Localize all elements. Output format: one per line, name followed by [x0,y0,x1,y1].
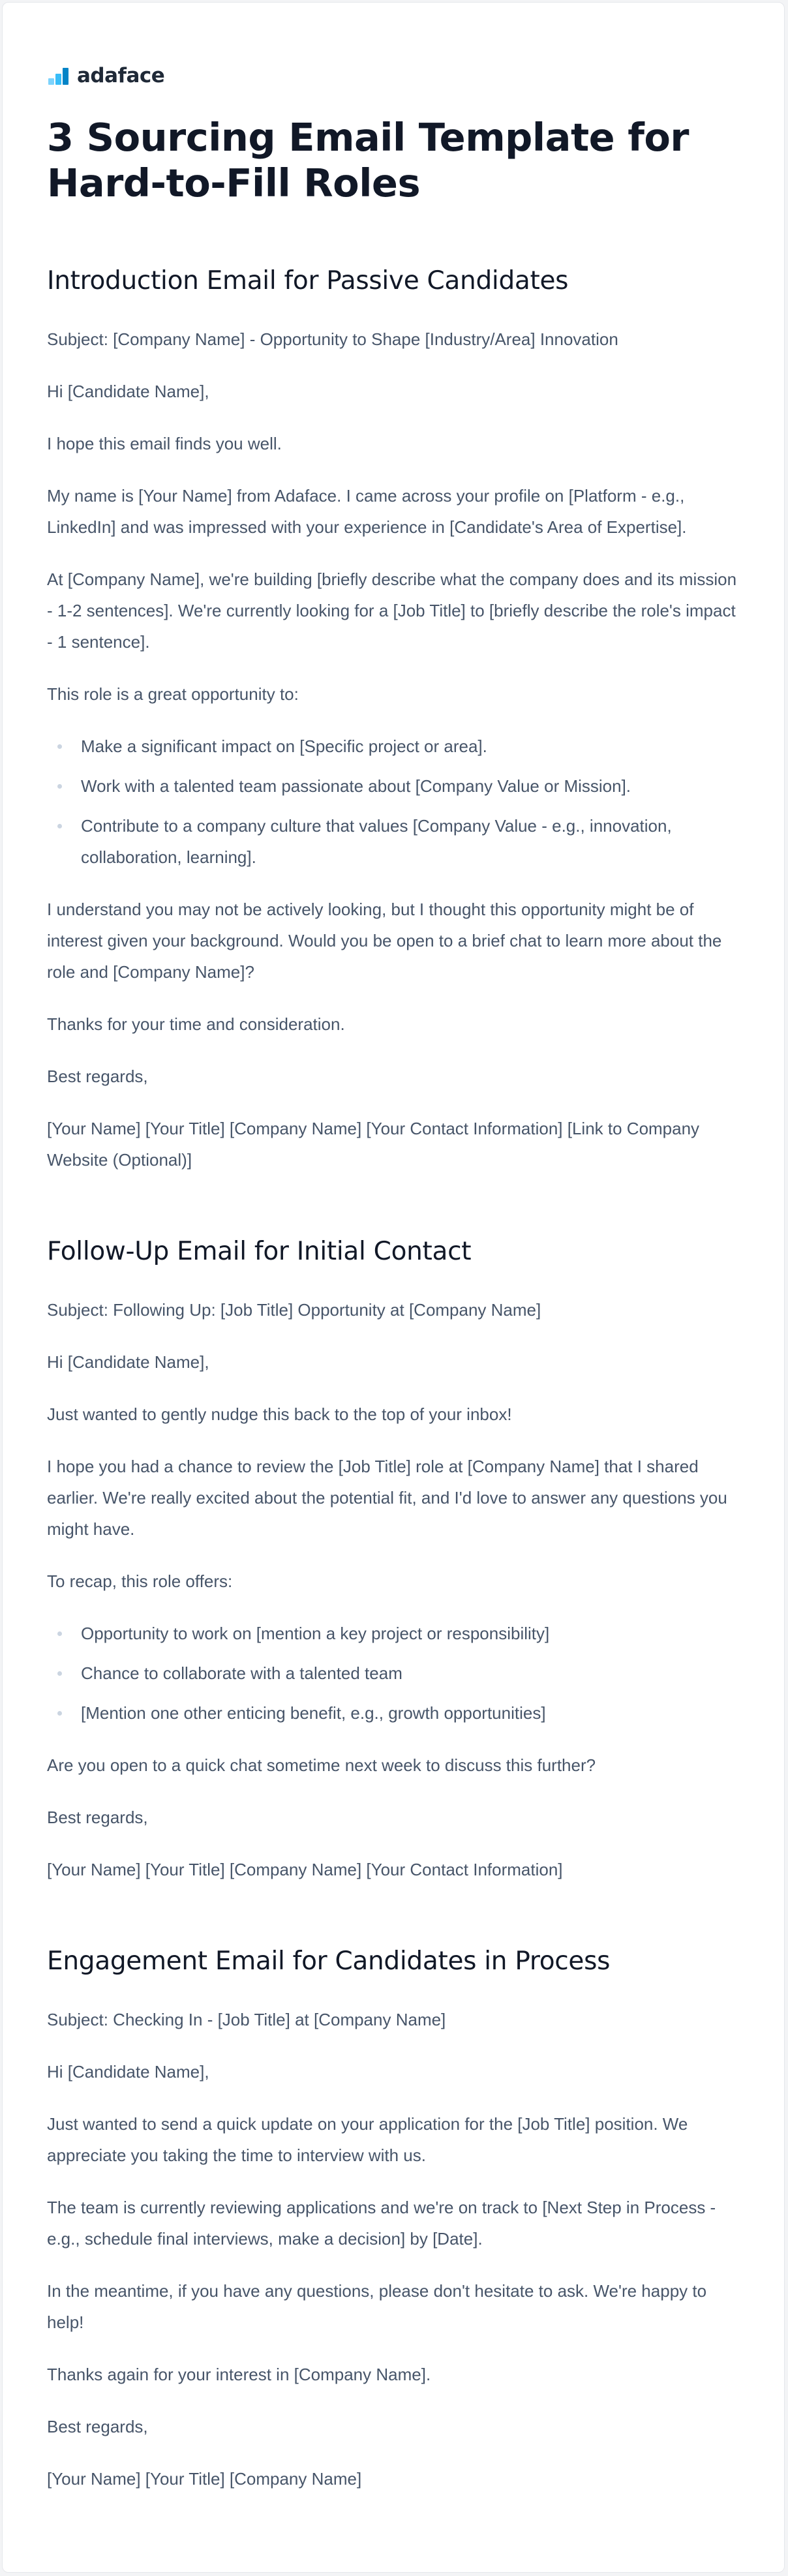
brand-name: adaface [77,64,165,87]
email-template-section [47,1235,740,1885]
email-paragraph: Thanks again for your interest in [Company Name]. [47,2365,431,2384]
section-title: Engagement Email for Candidates in Process [47,1947,611,1976]
email-paragraph: Subject: [Company Name] - Opportunity to Shape [Industry/Area] Innovation [47,329,618,349]
article-card [2,2,785,2573]
adaface-logo-bars-icon [47,64,70,87]
email-paragraph: At [Company Name], we're building [briefly describe what the company does and its mission - 1-2 sentences]. We're currently looking for a [Job Title] to [briefly describe the role's impact - 1 sentence]. [47,569,737,652]
email-paragraph: [Your Name] [Your Title] [Company Name] [Your Contact Information] [Link to Company Website (Optional)] [47,1119,700,1170]
email-paragraph: The team is currently reviewing applications and we're on track to [Next Step in Process - e.g., schedule final interviews, make a decision] by [Date]. [47,2198,716,2249]
email-paragraph: Are you open to a quick chat sometime next week to discuss this further? [47,1755,596,1775]
email-paragraph: Best regards, [47,1067,148,1086]
email-paragraph: Subject: Checking In - [Job Title] at [Company Name] [47,2010,446,2029]
email-paragraph: Hi [Candidate Name], [47,1352,209,1372]
list-item: Work with a talented team passionate about [Company Value or Mission]. [47,770,740,802]
email-paragraph: Just wanted to gently nudge this back to the top of your inbox! [47,1404,512,1424]
email-paragraph: [Your Name] [Your Title] [Company Name] [47,2469,362,2489]
email-paragraph: My name is [Your Name] from Adaface. I came across your profile on [Platform - e.g., LinkedIn] and was impressed with your experience in [Candidate's Area of Expertise]. [47,486,687,537]
email-paragraph: Best regards, [47,1808,148,1827]
email-paragraph: Hi [Candidate Name], [47,382,209,401]
email-template-section [47,265,740,1175]
email-paragraph: Just wanted to send a quick update on your application for the [Job Title] position. We appreciate you taking the time to interview with us. [47,2114,688,2165]
list-item: [Mention one other enticing benefit, e.g., growth opportunities] [47,1697,740,1729]
page-title: 3 Sourcing Email Template for Hard-to-Fill Roles [47,115,690,205]
email-paragraph: Best regards, [47,2417,148,2436]
email-paragraph: Subject: Following Up: [Job Title] Opportunity at [Company Name] [47,1300,541,1320]
email-paragraph: I hope this email finds you well. [47,434,282,453]
brand-logo[interactable] [47,63,740,89]
list-item: Chance to collaborate with a talented team [47,1658,740,1689]
benefits-list [47,1618,740,1729]
list-item: Opportunity to work on [mention a key project or responsibility] [47,1618,740,1649]
email-paragraph: [Your Name] [Your Title] [Company Name] [Your Contact Information] [47,1860,563,1879]
article-content [3,3,784,2494]
email-paragraph: Hi [Candidate Name], [47,2062,209,2082]
section-title: Introduction Email for Passive Candidates [47,266,569,295]
email-paragraph: This role is a great opportunity to: [47,684,299,704]
email-paragraph: I understand you may not be actively looking, but I thought this opportunity might be of interest given your background. Would you be open to a brief chat to learn more about the role and [Company Name]? [47,900,722,982]
benefits-list [47,731,740,873]
list-item: Make a significant impact on [Specific project or area]. [47,731,740,762]
section-title: Follow-Up Email for Initial Contact [47,1237,472,1266]
email-templates [47,265,740,2494]
list-item: Contribute to a company culture that values [Company Value - e.g., innovation, collaboration, learning]. [47,810,740,873]
email-paragraph: To recap, this role offers: [47,1571,233,1591]
email-paragraph: In the meantime, if you have any questions, please don't hesitate to ask. We're happy to help! [47,2281,707,2332]
email-paragraph: Thanks for your time and consideration. [47,1014,345,1034]
email-template-section [47,1945,740,2494]
email-paragraph: I hope you had a chance to review the [Job Title] role at [Company Name] that I shared earlier. We're really excited about the potential fit, and I'd love to answer any questions you might have. [47,1457,727,1539]
